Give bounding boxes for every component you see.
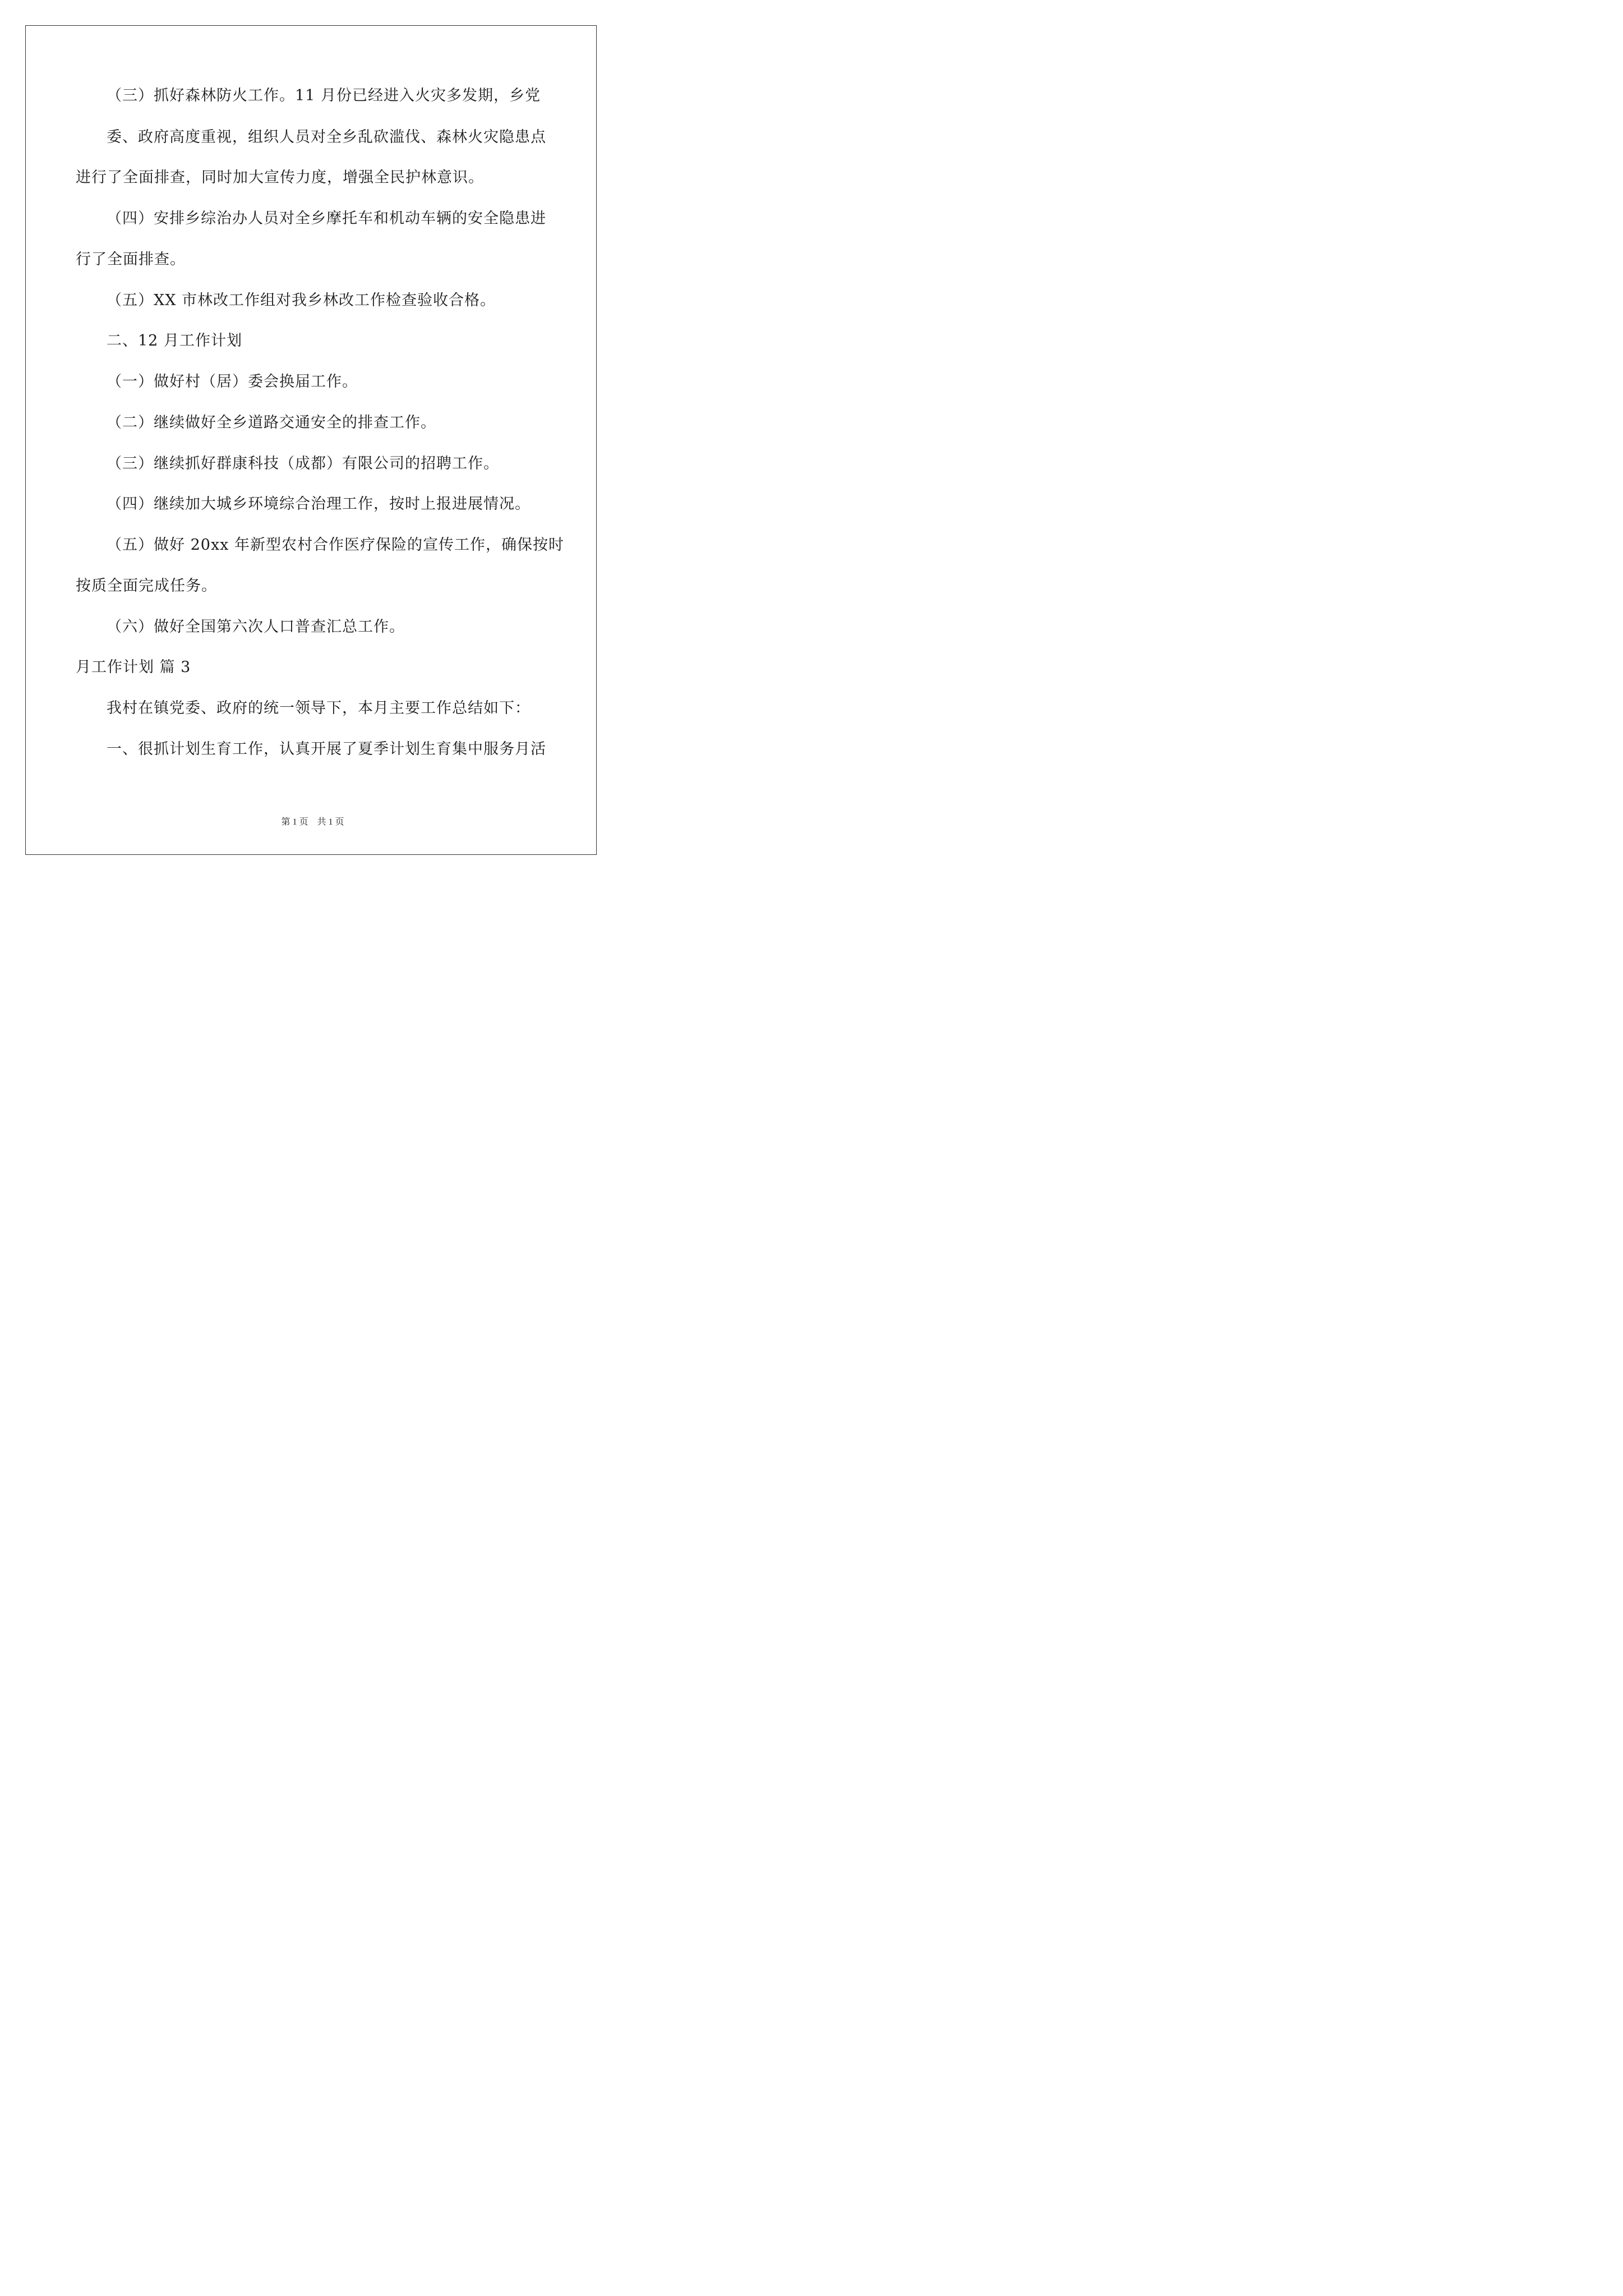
paragraph-line: （四）安排乡综治办人员对全乡摩托车和机动车辆的安全隐患进 (107, 210, 546, 227)
article-title: 月工作计划 篇 3 (76, 659, 191, 676)
paragraph-line: 进行了全面排查，同时加大宣传力度，增强全民护林意识。 (76, 169, 484, 186)
page-border (25, 25, 597, 855)
paragraph-line: （三）抓好森林防火工作。11 月份已经进入火灾多发期，乡党 (107, 87, 541, 104)
section-heading: 二、12 月工作计划 (107, 332, 242, 349)
paragraph-line: 我村在镇党委、政府的统一领导下，本月主要工作总结如下： (107, 700, 531, 717)
paragraph-line: （五）做好 20xx 年新型农村合作医疗保险的宣传工作，确保按时 (107, 536, 564, 554)
paragraph-line: 一、很抓计划生育工作，认真开展了夏季计划生育集中服务月活 (107, 740, 546, 758)
paragraph-line: （五）XX 市林改工作组对我乡林改工作检查验收合格。 (107, 292, 496, 309)
paragraph-line: （六）做好全国第六次人口普查汇总工作。 (107, 618, 405, 636)
paragraph-line: （四）继续加大城乡环境综合治理工作，按时上报进展情况。 (107, 495, 531, 513)
page-number-footer: 第 1 页 共 1 页 (281, 817, 344, 827)
paragraph-line: 按质全面完成任务。 (76, 577, 217, 595)
paragraph-line: 行了全面排查。 (76, 251, 186, 268)
paragraph-line: （三）继续抓好群康科技（成都）有限公司的招聘工作。 (107, 455, 499, 472)
paragraph-line: （二）继续做好全乡道路交通安全的排查工作。 (107, 414, 436, 431)
paragraph-line: （一）做好村（居）委会换届工作。 (107, 373, 358, 390)
paragraph-line: 委、政府高度重视，组织人员对全乡乱砍滥伐、森林火灾隐患点 (107, 128, 546, 146)
